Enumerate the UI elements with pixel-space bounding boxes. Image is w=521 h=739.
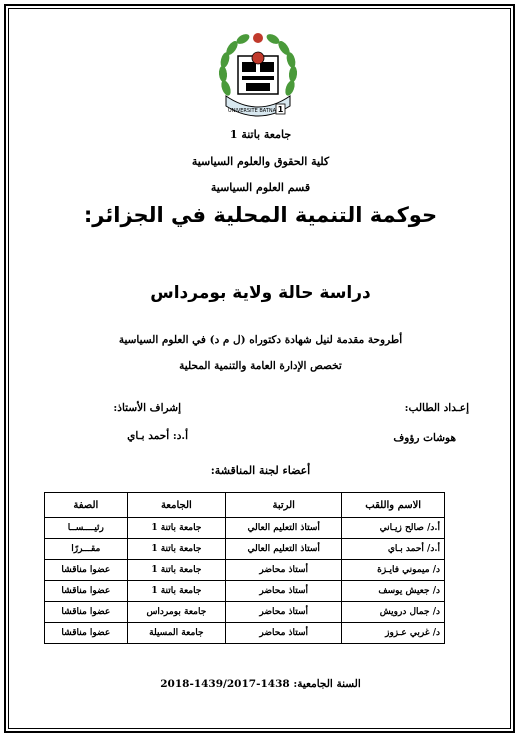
member-name: د/ جعيش يوسف [342,581,445,602]
member-rank: أستاذ محاضر [226,602,342,623]
student-name: هوشات رؤوف [393,432,456,444]
academic-year: السنة الجامعية: 1438-1439/2017-2018 [160,678,361,690]
university-name: جامعة باتنة 1 [229,128,292,141]
member-name: د/ ميموني فايـزة [342,560,445,581]
department-name: قسم العلوم السياسية [210,181,311,194]
logo-text: UNIVERSITE BATNA [227,108,277,114]
committee-table [44,492,445,644]
table-header-row [45,493,445,518]
thesis-degree-line: أطروحة مقدمة لنيل شهادة دكتوراه (ل م د) في العلوم السياسية [118,334,403,346]
member-rank: أستاذ التعليم العالي [226,518,342,539]
member-role: عضوا مناقشا [45,602,128,623]
table-row [45,602,445,623]
thesis-title: حوكمة التنمية المحلية في الجزائر: [83,203,438,227]
member-name: أ.د/ أحمد بـاي [342,539,445,560]
table-row [45,581,445,602]
thesis-subtitle: دراسة حالة ولاية بومرداس [150,283,371,303]
member-rank: أستاذ محاضر [226,560,342,581]
logo-emblem-dot [253,33,263,43]
header-university: الجامعة [127,493,225,518]
member-name: د/ غربي عـزوز [342,623,445,644]
member-university: جامعة المسيلة [127,623,225,644]
faculty-name: كلية الحقوق والعلوم السياسية [191,155,330,168]
member-role: رئيــــســا [45,518,128,539]
table-row [45,539,445,560]
member-name: د/ جمال درويش [342,602,445,623]
supervisor-name: أ.د: أحمد بـاي [127,430,188,442]
member-university: جامعة باتنة 1 [127,560,225,581]
table-row [45,623,445,644]
member-role: عضوا مناقشا [45,560,128,581]
supervisor-label: إشراف الأستاذ: [113,402,181,414]
header-name: الاسم واللقب [342,493,445,518]
member-name: أ.د/ صالح زيـاني [342,518,445,539]
member-role: مقـــررًا [45,539,128,560]
university-logo [212,26,304,126]
member-university: جامعة بومرداس [127,602,225,623]
student-label: إعـداد الطالب: [404,402,469,414]
table-row [45,518,445,539]
member-role: عضوا مناقشا [45,623,128,644]
logo-number: 1 [277,105,284,114]
table-row [45,560,445,581]
specialty-line: تخصص الإدارة العامة والتنمية المحلية [179,360,342,372]
committee-title: أعضاء لجنة المناقشة: [210,464,311,477]
member-role: عضوا مناقشا [45,581,128,602]
header-role: الصفة [45,493,128,518]
member-rank: أستاذ محاضر [226,581,342,602]
member-rank: أستاذ محاضر [226,623,342,644]
member-rank: أستاذ التعليم العالي [226,539,342,560]
header-rank: الرتبة [226,493,342,518]
member-university: جامعة باتنة 1 [127,539,225,560]
member-university: جامعة باتنة 1 [127,518,225,539]
member-university: جامعة باتنة 1 [127,581,225,602]
